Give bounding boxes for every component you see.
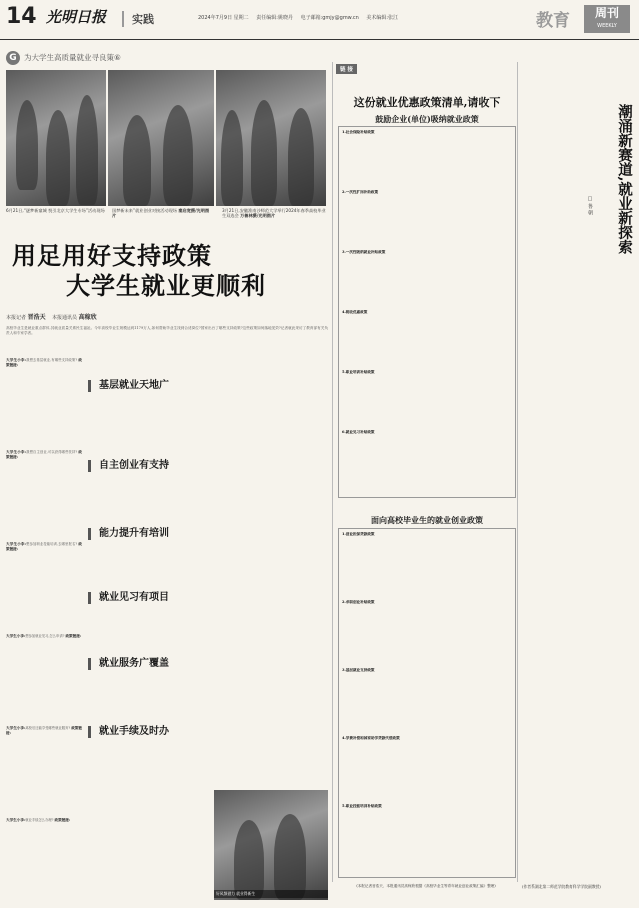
series-logo-icon: G [6,51,20,65]
policy-item: 5.职业培训补贴政策 [342,370,375,374]
subhead-grassroots: 基层就业天地广 [88,380,169,392]
policy-list-graduates [342,532,512,874]
policy-panel-footer: (本报记者晋浩天、本报通讯员高稼欣根据《高校毕业生等青年就业创业政策汇编》整理) [356,884,496,888]
photo-caption-3: 3月21日,安徽淮南沙师范大学举行2024年春季高校毕业生双选会 万兽林摄/光明图片 [222,208,326,219]
paper-name: 光明日报 [46,8,107,26]
qa-3: 大学生小李:想参加职业技能培训,去哪里报名? 政策链接: [6,542,82,551]
editor-email: 电子邮箱:gmjy@gmw.cn [300,15,359,21]
section-name: 实践 [122,11,154,27]
policy-subtitle-graduates: 面向高校毕业生的就业创业政策 [371,515,483,525]
photo-credit-2: 秦启宽摄/光明图片 [112,208,210,219]
series-tag [6,50,156,66]
policy-item: 4.税收优惠政策 [342,310,368,314]
policy-item: 2.一次性扩岗补助政策 [342,190,379,194]
issue-date: 2024年7月9日 星期二 [198,15,249,21]
link-tag: 链 接 [336,64,357,74]
photo-caption-2: 国梦新未来”就业创业对接活动现场 秦启宽摄/光明图片 [112,208,210,219]
policy-item: 3.基层就业支持政策 [342,668,375,672]
weekly-badge-label: 周刊 [594,6,619,20]
qa-1: 大学生小李:我想去基层就业,有哪些支持政策? 政策链接: [6,358,82,367]
policy-item: 1.创业担保贷款政策 [342,532,375,536]
commentary-signoff: (作者系湖北第二师范学院教育科学学院副教授) [522,884,601,889]
art-editor-credit: 美术编辑:张江 [366,15,399,21]
weekly-title: 教育 [536,11,570,31]
photo-career-fair-2 [108,70,214,206]
photo-caption-bottom: 好风频借力 就业得新生 [214,890,328,898]
photo-caption-1: 6月21日,“逐梦新童城 悦引北京大学生专场”活动现场 [6,208,105,213]
commentary-headline: 潮涌新赛道,就业新探索 [616,104,633,255]
photo-credit-3: 万兽林摄/光明图片 [240,213,276,219]
photo-career-fair-1 [6,70,106,206]
photo-bottom [214,790,328,900]
qa-column [6,358,82,898]
subhead-services: 就业服务广覆盖 [88,658,169,670]
subhead-internship: 就业见习有项目 [88,592,169,604]
intern-name: 高稼欣 [78,314,97,321]
weekly-badge [584,5,630,33]
policy-item: 1.社会保险补贴政策 [342,130,375,134]
photo-job-fair-3 [216,70,326,206]
editor-credit: 责任编辑:姚晓丹 [256,15,293,21]
policy-item: 5.职业技能培训补贴政策 [342,804,382,808]
subhead-training: 能力提升有培训 [88,528,169,540]
policy-panel-title: 这份就业优惠政策清单,请收下 [353,96,501,109]
policy-item: 2.求职创业补贴政策 [342,600,375,604]
headline-line-1: 用足用好支持政策 [12,241,212,270]
qa-4: 大学生小李:想参加就业见习,怎么申请? 政策链接: [6,634,82,638]
policy-list-enterprise [342,130,512,494]
headline-line-2: 大学生就业更顺利 [66,271,266,300]
qa-5: 大学生小李:离校后还能享受哪些就业服务? 政策链接: [6,726,82,735]
qa-6: 大学生小李:就业手续怎么办理? 政策链接: [6,818,71,822]
qa-2: 大学生小李:我想自主创业,可以获得哪些扶持? 政策链接: [6,450,82,459]
weekly-badge-en: WEEKLY [597,23,617,29]
page-number: 14 [6,4,37,29]
byline: 本报记者 晋浩天 本报通讯员 高稼欣 [6,314,97,321]
commentary-author: □ 鲁 朝 [587,196,593,216]
policy-item: 3.一次性吸纳就业补贴政策 [342,250,386,254]
subhead-startup: 自主创业有支持 [88,460,169,472]
series-tag-text: 为大学生高质量就业寻良策⑥ [24,53,121,62]
lead-paragraph: 高校毕业生是就业重点群体,其就业质量关系民生福祉。今年高校毕业生规模达到1179万人,如何帮助毕业生找到合适岗位?国家出台了哪些支持政策?这些政策如何落地见效?记者就此采访了教育部有关负责人和专家学者。 [6,326,328,335]
policy-subtitle-enterprise: 鼓励企业(单位)吸纳就业政策 [375,114,479,124]
reporter-name: 晋浩天 [27,314,46,321]
subhead-procedures: 就业手续及时办 [88,726,169,738]
policy-item: 6.就业见习补贴政策 [342,430,375,434]
policy-item: 4.学费补偿和国家助学贷款代偿政策 [342,736,400,740]
header-meta [198,14,404,21]
